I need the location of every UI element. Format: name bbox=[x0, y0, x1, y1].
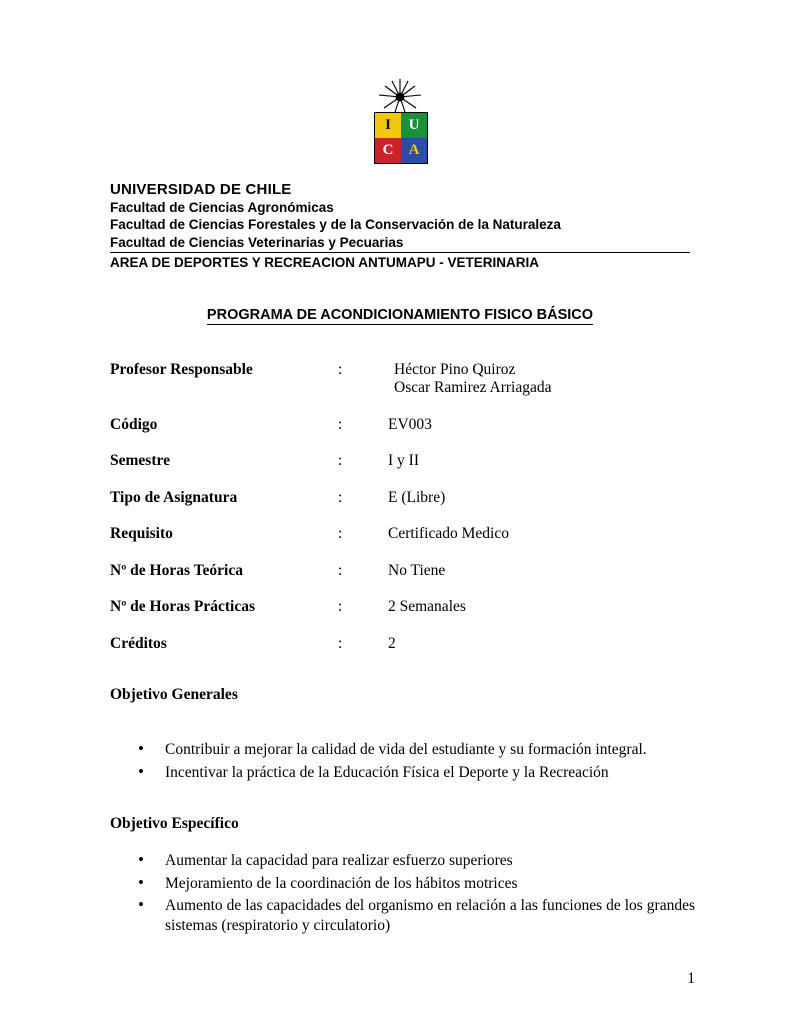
info-colon: : bbox=[338, 452, 343, 469]
shield-glyph-3: C bbox=[382, 142, 394, 158]
faculty-line-2: Facultad de Ciencias Forestales y de la Conservación de la Naturaleza bbox=[110, 217, 561, 232]
info-row bbox=[110, 562, 710, 580]
info-label: Tipo de Asignatura bbox=[110, 488, 238, 506]
info-value: E (Libre) bbox=[388, 488, 446, 506]
info-row bbox=[110, 361, 710, 397]
info-value: No Tiene bbox=[388, 561, 446, 579]
shield-quadrant-1 bbox=[375, 113, 401, 138]
page-title-text: PROGRAMA DE ACONDICIONAMIENTO FISICO BÁSICO bbox=[206, 307, 594, 323]
info-label: Semestre bbox=[110, 452, 170, 469]
list-item bbox=[110, 874, 695, 894]
info-value bbox=[388, 361, 710, 397]
info-value: 2 bbox=[388, 634, 396, 652]
shield-quadrant-4 bbox=[401, 138, 427, 163]
objetivo-especifico-list bbox=[110, 851, 695, 938]
info-row bbox=[110, 635, 710, 653]
info-label: Código bbox=[110, 415, 158, 433]
shield-glyph-2: U bbox=[408, 117, 420, 133]
info-colon: : bbox=[338, 415, 343, 433]
bullet-icon: • bbox=[138, 872, 144, 892]
info-value: Certificado Medico bbox=[388, 525, 509, 542]
info-label: Profesor Responsable bbox=[110, 361, 253, 378]
info-value: I y II bbox=[388, 452, 419, 469]
list-item bbox=[110, 896, 695, 935]
section-title-objetivo-especifico: Objetivo Específico bbox=[110, 815, 239, 832]
shield-glyph-4: A bbox=[408, 142, 420, 158]
info-label: Créditos bbox=[110, 634, 167, 652]
info-label: Nº de Horas Prácticas bbox=[110, 598, 256, 615]
list-item-text: Mejoramiento de la coordinación de los hábitos motrices bbox=[165, 874, 518, 892]
institution-name: UNIVERSIDAD DE CHILE bbox=[110, 181, 292, 198]
list-item bbox=[110, 763, 695, 783]
info-colon: : bbox=[338, 598, 343, 615]
info-row bbox=[110, 489, 710, 507]
info-value: EV003 bbox=[388, 415, 432, 433]
faculty-line-1: Facultad de Ciencias Agronómicas bbox=[110, 199, 334, 215]
info-colon: : bbox=[338, 361, 343, 378]
list-item-text: Incentivar la práctica de la Educación Física el Deporte y la Recreación bbox=[165, 763, 609, 781]
info-colon: : bbox=[338, 488, 343, 506]
info-value-line-2: Oscar Ramirez Arriagada bbox=[394, 379, 552, 396]
shield-icon bbox=[374, 112, 428, 164]
info-label: Requisito bbox=[110, 525, 173, 542]
bullet-icon: • bbox=[138, 761, 144, 781]
department-line: AREA DE DEPORTES Y RECREACION ANTUMAPU - VETERINARIA bbox=[110, 255, 540, 270]
bullet-icon: • bbox=[138, 850, 144, 869]
shield-quadrant-3 bbox=[375, 138, 401, 163]
bullet-icon: • bbox=[138, 739, 144, 758]
info-row bbox=[110, 598, 710, 616]
list-item bbox=[110, 851, 695, 871]
info-value-line-1: Héctor Pino Quiroz bbox=[394, 361, 516, 378]
faculty-line-3: Facultad de Ciencias Veterinarias y Pecuarias bbox=[110, 234, 404, 250]
page-title bbox=[0, 307, 800, 323]
shield-glyph-1: I bbox=[385, 117, 391, 133]
list-item-text: Aumento de las capacidades del organismo en relación a las funciones de los grandes sistemas (respiratorio y circulatorio) bbox=[165, 897, 695, 934]
star-icon bbox=[378, 78, 422, 116]
list-item-text: Contribuir a mejorar la calidad de vida del estudiante y su formación integral. bbox=[165, 741, 647, 758]
logo-container bbox=[0, 78, 800, 166]
info-row bbox=[110, 525, 710, 543]
institution-header bbox=[110, 181, 690, 272]
info-row bbox=[110, 452, 710, 470]
section-title-objetivo-generales: Objetivo Generales bbox=[110, 686, 238, 703]
info-colon: : bbox=[338, 634, 343, 652]
page-number: 1 bbox=[687, 970, 695, 987]
bullet-icon: • bbox=[138, 895, 144, 914]
course-info-table bbox=[110, 361, 710, 671]
info-label: Nº de Horas Teórica bbox=[110, 561, 243, 579]
info-colon: : bbox=[338, 561, 343, 579]
universidad-de-chile-logo bbox=[372, 78, 428, 166]
list-item bbox=[110, 740, 695, 760]
info-colon: : bbox=[338, 525, 343, 542]
list-item-text: Aumentar la capacidad para realizar esfuerzo superiores bbox=[165, 852, 513, 869]
objetivo-generales-list bbox=[110, 740, 695, 785]
header-divider bbox=[110, 252, 690, 253]
info-row bbox=[110, 416, 710, 434]
info-value: 2 Semanales bbox=[388, 598, 466, 615]
shield-quadrant-2 bbox=[401, 113, 427, 138]
